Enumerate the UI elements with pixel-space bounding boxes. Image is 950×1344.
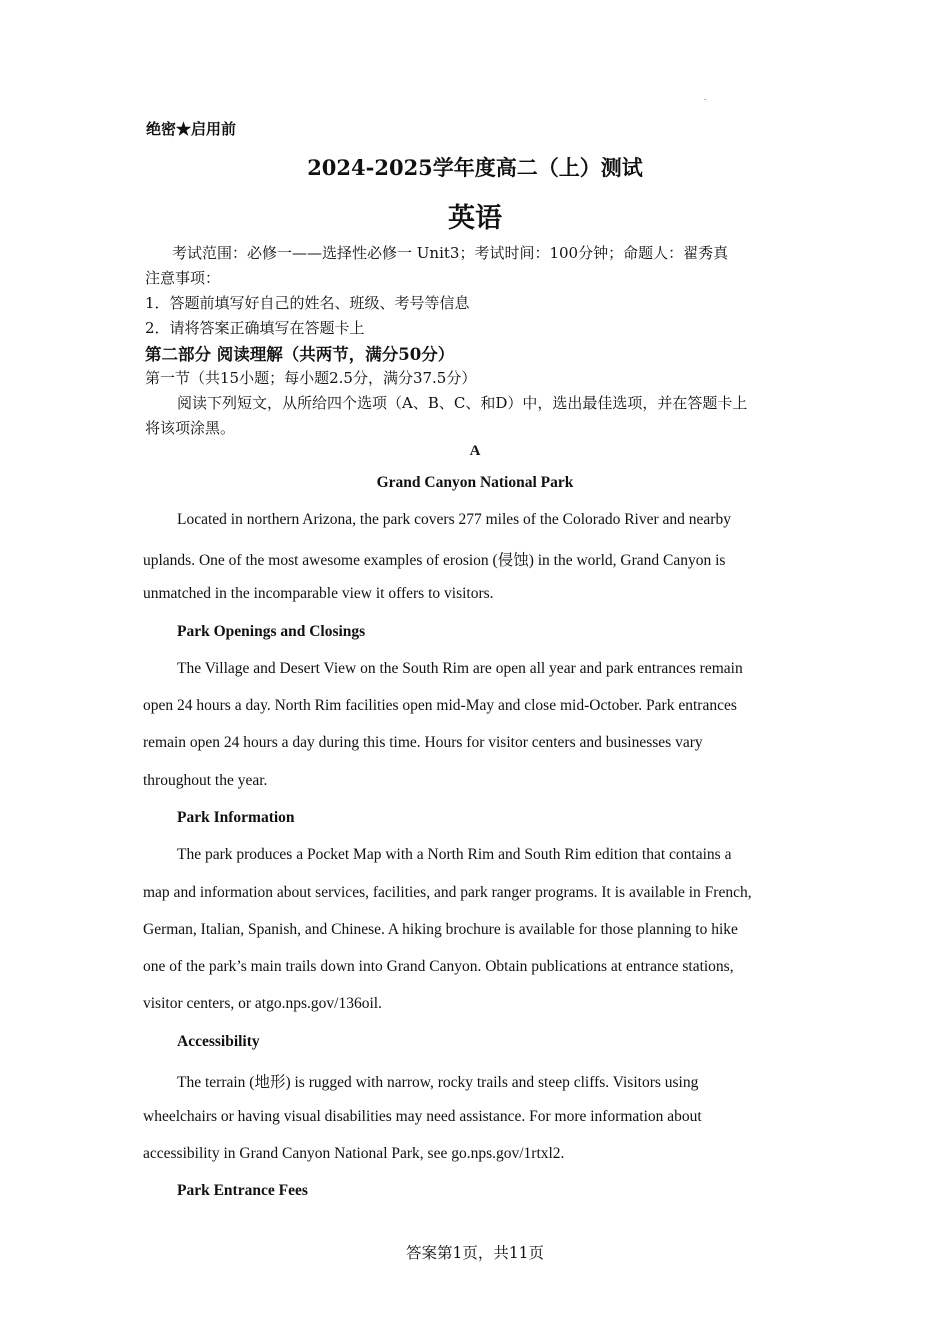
part-title: 第二部分 阅读理解（共两节，满分50分） bbox=[145, 345, 455, 364]
section-heading: Accessibility bbox=[177, 1033, 260, 1050]
paragraph-line: accessibility in Grand Canyon National Park, see go.nps.gov/1rtxl2. bbox=[143, 1145, 565, 1162]
section-heading: Park Entrance Fees bbox=[177, 1182, 308, 1199]
exam-info: 考试范围：必修一——选择性必修一 Unit3；考试时间：100分钟；命题人：翟秀真 bbox=[172, 244, 729, 262]
confidential-label: 绝密★启用前 bbox=[146, 120, 237, 138]
page-footer: 答案第1页，共11页 bbox=[405, 1244, 545, 1262]
paragraph-line: German, Italian, Spanish, and Chinese. A hiking brochure is available for those planning to hike bbox=[143, 921, 738, 938]
passage-title: Grand Canyon National Park bbox=[376, 474, 574, 491]
passage-label: A bbox=[469, 443, 481, 459]
subsection-title: 第一节（共15小题；每小题2.5分，满分37.5分） bbox=[145, 369, 477, 387]
note-item: 1．答题前填写好自己的姓名、班级、考号等信息 bbox=[145, 294, 470, 312]
instruction-text: 阅读下列短文，从所给四个选项（A、B、C、和D）中，选出最佳选项，并在答题卡上 bbox=[177, 394, 748, 412]
exam-title: 2024-2025学年度高二（上）测试 bbox=[307, 155, 643, 180]
paragraph-line: remain open 24 hours a day during this time. Hours for visitor centers and businesses vary bbox=[143, 734, 703, 751]
paragraph-line: visitor centers, or atgo.nps.gov/136oil. bbox=[143, 995, 382, 1012]
section-heading: Park Information bbox=[177, 809, 295, 826]
section-heading: Park Openings and Closings bbox=[177, 623, 366, 640]
paragraph-line: The park produces a Pocket Map with a North Rim and South Rim edition that contains a bbox=[177, 846, 732, 863]
paragraph-line: wheelchairs or having visual disabilities may need assistance. For more information about bbox=[143, 1108, 702, 1125]
paragraph-line: map and information about services, facilities, and park ranger programs. It is available in French, bbox=[143, 884, 752, 901]
corner-dot: . bbox=[704, 92, 707, 102]
notes-heading: 注意事项： bbox=[145, 269, 221, 287]
paragraph-line: unmatched in the incomparable view it offers to visitors. bbox=[143, 585, 494, 602]
paragraph-line: Located in northern Arizona, the park covers 277 miles of the Colorado River and nearby bbox=[177, 511, 731, 528]
paragraph-line: one of the park’s main trails down into Grand Canyon. Obtain publications at entrance stations, bbox=[143, 958, 734, 975]
paragraph-line: The Village and Desert View on the South Rim are open all year and park entrances remain bbox=[177, 660, 743, 677]
paragraph-line: uplands. One of the most awesome examples of erosion (侵蚀) in the world, Grand Canyon is bbox=[143, 552, 726, 569]
paragraph-line: The terrain (地形) is rugged with narrow, rocky trails and steep cliffs. Visitors using bbox=[177, 1074, 699, 1091]
note-item: 2．请将答案正确填写在答题卡上 bbox=[145, 319, 365, 337]
paragraph-line: throughout the year. bbox=[143, 772, 268, 789]
instruction-text: 将该项涂黑。 bbox=[145, 419, 236, 437]
paragraph-line: open 24 hours a day. North Rim facilities open mid-May and close mid-October. Park entrances bbox=[143, 697, 737, 714]
subject-title: 英语 bbox=[448, 203, 502, 234]
